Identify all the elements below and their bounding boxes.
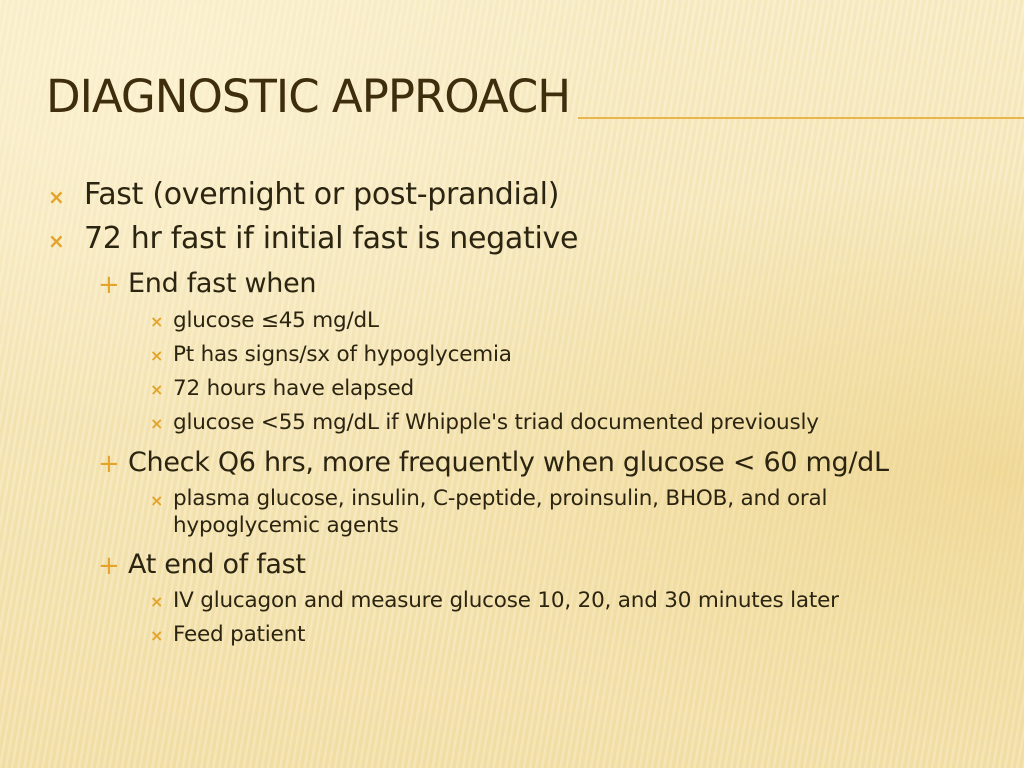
bullet-item: 72 hr fast if initial fast is negative — [84, 221, 579, 256]
slide-title: DIAGNOSTIC APPROACH — [46, 70, 571, 123]
bullet-x-icon: × — [150, 626, 164, 645]
plus-bullet-icon: + — [98, 449, 120, 479]
bullet-x-icon: × — [150, 380, 164, 399]
detail-item: glucose <55 mg/dL if Whipple's triad documented previously — [173, 410, 819, 435]
bullet-item: Fast (overnight or post-prandial) — [84, 177, 560, 212]
bullet-x-icon: × — [48, 229, 65, 253]
sub-bullet-item: Check Q6 hrs, more frequently when glucose < 60 mg/dL — [128, 447, 889, 478]
sub-bullet-item: At end of fast — [128, 549, 306, 580]
plus-bullet-icon: + — [98, 551, 120, 581]
bullet-x-icon: × — [150, 346, 164, 365]
detail-item: Pt has signs/sx of hypoglycemia — [173, 342, 512, 367]
bullet-x-icon: × — [48, 185, 65, 209]
plus-bullet-icon: + — [98, 270, 120, 300]
detail-item: Feed patient — [173, 622, 306, 647]
sub-bullet-item: End fast when — [128, 268, 317, 299]
detail-item: 72 hours have elapsed — [173, 376, 414, 401]
bullet-x-icon: × — [150, 414, 164, 433]
bullet-x-icon: × — [150, 312, 164, 331]
bullet-x-icon: × — [150, 491, 164, 510]
detail-item: plasma glucose, insulin, C-peptide, proinsulin, BHOB, and oral hypoglycemic agents — [173, 486, 828, 538]
detail-item: glucose ≤45 mg/dL — [173, 308, 379, 333]
bullet-x-icon: × — [150, 592, 164, 611]
title-rule — [578, 117, 1024, 119]
detail-item: IV glucagon and measure glucose 10, 20, and 30 minutes later — [173, 588, 839, 613]
